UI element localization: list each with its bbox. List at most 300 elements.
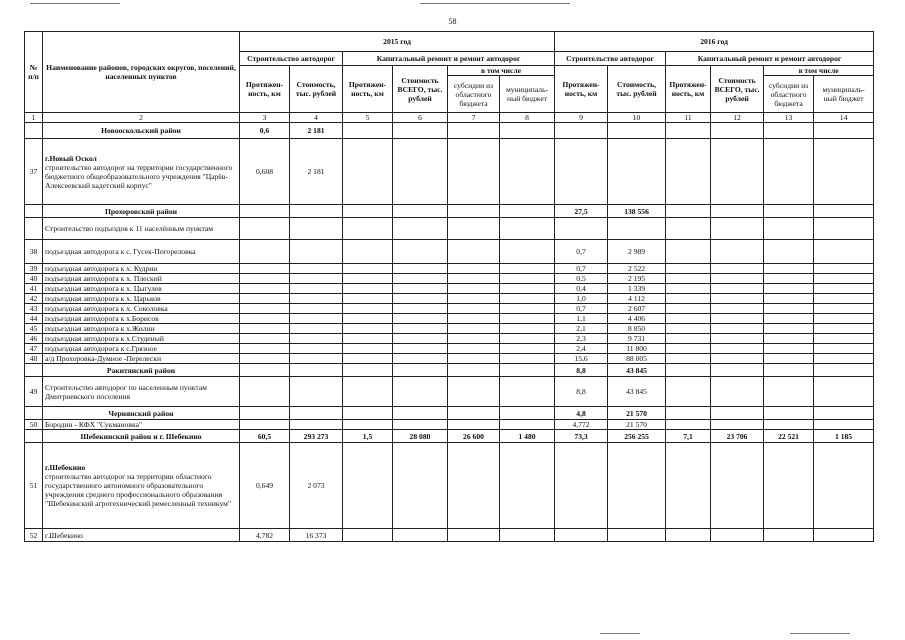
value-cell: [448, 314, 500, 324]
value-cell: [814, 304, 874, 314]
row-name-text: подъездная автодорога к х. Соколовка: [45, 304, 168, 313]
value-cell: [343, 294, 393, 304]
value-cell: [814, 420, 874, 430]
value-cell: [666, 324, 711, 334]
value-cell: [764, 420, 814, 430]
row-name-text: строительство автодорог на территории государственного бюджетного общеобразовательного учреждения "Царёв-Алексеевский кадетский корпус": [45, 162, 233, 190]
value-cell: [814, 407, 874, 420]
value-cell: 60,5: [240, 430, 290, 443]
value-cell: 28 080: [393, 430, 448, 443]
value-cell: [814, 139, 874, 205]
value-cell: [711, 264, 764, 274]
value-cell: 21 570: [608, 407, 666, 420]
district-row: [25, 430, 874, 443]
value-cell: [711, 314, 764, 324]
table-row: [25, 324, 874, 334]
value-cell: [343, 123, 393, 139]
value-cell: 2 181: [290, 123, 343, 139]
cost-header: Стоимость, тыс. рублей: [290, 66, 343, 113]
column-number: 6: [393, 113, 448, 123]
row-name: [43, 304, 240, 314]
value-cell: [764, 274, 814, 284]
value-cell: [764, 205, 814, 218]
value-cell: [290, 314, 343, 324]
value-cell: [711, 218, 764, 240]
row-name-text: Прохоровский район: [104, 206, 178, 216]
value-cell: 43 845: [608, 364, 666, 377]
value-cell: [343, 334, 393, 344]
value-cell: [666, 205, 711, 218]
value-cell: [290, 205, 343, 218]
value-cell: [393, 529, 448, 542]
value-cell: 1,0: [555, 294, 608, 304]
value-cell: [290, 354, 343, 364]
value-cell: 8,8: [555, 377, 608, 407]
value-cell: 2,4: [555, 344, 608, 354]
value-cell: [343, 354, 393, 364]
value-cell: [343, 377, 393, 407]
value-cell: [240, 274, 290, 284]
col-name-header: Наименование районов, городских округов, поселений, населенных пунктов: [43, 32, 240, 113]
value-cell: [608, 443, 666, 529]
value-cell: [393, 123, 448, 139]
value-cell: [711, 354, 764, 364]
value-cell: 0,7: [555, 304, 608, 314]
value-cell: 0,608: [240, 139, 290, 205]
page-number: 58: [448, 17, 457, 26]
value-cell: [343, 420, 393, 430]
value-cell: [814, 354, 874, 364]
value-cell: [500, 240, 555, 264]
row-number: [25, 123, 43, 139]
value-cell: [764, 407, 814, 420]
row-name-text: подъездная автодорога к х. Царьков: [45, 294, 161, 303]
value-cell: [500, 377, 555, 407]
construction-2015-header: Строительство автодорог: [240, 52, 343, 66]
row-number: [25, 205, 43, 218]
value-cell: 0,5: [555, 274, 608, 284]
value-cell: [764, 324, 814, 334]
value-cell: [666, 274, 711, 284]
value-cell: [608, 218, 666, 240]
value-cell: [500, 314, 555, 324]
value-cell: [448, 354, 500, 364]
value-cell: [343, 344, 393, 354]
row-name: [43, 314, 240, 324]
value-cell: [240, 420, 290, 430]
row-number: 46: [25, 334, 43, 344]
value-cell: [393, 377, 448, 407]
value-cell: 256 255: [608, 430, 666, 443]
value-cell: [448, 218, 500, 240]
value-cell: [240, 304, 290, 314]
value-cell: [711, 304, 764, 314]
row-name-text: Ракитянский район: [106, 365, 176, 375]
value-cell: 11 800: [608, 344, 666, 354]
row-number: 40: [25, 274, 43, 284]
value-cell: [764, 123, 814, 139]
value-cell: [711, 334, 764, 344]
table-row: [25, 420, 874, 430]
value-cell: [290, 264, 343, 274]
row-name: [43, 240, 240, 264]
value-cell: [500, 443, 555, 529]
value-cell: 2 607: [608, 304, 666, 314]
value-cell: [711, 139, 764, 205]
value-cell: [448, 284, 500, 294]
value-cell: [448, 294, 500, 304]
row-name: [43, 364, 240, 377]
table-row: [25, 218, 874, 240]
row-name-text: подъездная автодорога к х.Студеный: [45, 334, 164, 343]
value-cell: [666, 420, 711, 430]
value-cell: 4,8: [555, 407, 608, 420]
value-cell: [814, 443, 874, 529]
row-name-text: Строительство автодорог по населенным пунктам Дмитриевского поселения: [45, 382, 207, 401]
length-header: Протяжен-ность, км: [343, 66, 393, 113]
value-cell: 0,7: [555, 264, 608, 274]
value-cell: [711, 123, 764, 139]
value-cell: [393, 294, 448, 304]
value-cell: [711, 240, 764, 264]
value-cell: 2 522: [608, 264, 666, 274]
value-cell: [343, 205, 393, 218]
cost-header: Стоимость, тыс. рублей: [608, 66, 666, 113]
value-cell: [343, 443, 393, 529]
value-cell: 2 073: [290, 443, 343, 529]
value-cell: [555, 139, 608, 205]
value-cell: [393, 314, 448, 324]
row-name: [43, 354, 240, 364]
value-cell: [448, 123, 500, 139]
value-cell: [555, 218, 608, 240]
value-cell: [711, 284, 764, 294]
value-cell: [764, 284, 814, 294]
value-cell: [500, 407, 555, 420]
row-name-title: г.Шебекино: [45, 463, 86, 472]
value-cell: [448, 420, 500, 430]
value-cell: [814, 364, 874, 377]
row-number: 45: [25, 324, 43, 334]
subsidy-header: субсидии из областного бюджета: [448, 76, 500, 113]
value-cell: [448, 443, 500, 529]
district-row: [25, 364, 874, 377]
table-body: [25, 123, 874, 542]
budget-table-wrap: [24, 31, 874, 542]
value-cell: [343, 529, 393, 542]
column-number: 11: [666, 113, 711, 123]
value-cell: [764, 344, 814, 354]
column-numbers-row: [25, 113, 874, 123]
value-cell: 43 845: [608, 377, 666, 407]
value-cell: [240, 284, 290, 294]
table-row: [25, 284, 874, 294]
value-cell: [500, 205, 555, 218]
value-cell: [764, 377, 814, 407]
table-row: [25, 294, 874, 304]
row-name: [43, 205, 240, 218]
budget-table: [24, 31, 874, 542]
value-cell: 2 181: [290, 139, 343, 205]
column-number: 7: [448, 113, 500, 123]
value-cell: 16 373: [290, 529, 343, 542]
value-cell: [764, 139, 814, 205]
value-cell: [814, 264, 874, 274]
value-cell: [814, 294, 874, 304]
row-number: 39: [25, 264, 43, 274]
row-name: [43, 264, 240, 274]
value-cell: [343, 284, 393, 294]
row-name-title: г.Новый Оскол: [45, 153, 97, 163]
column-number: 14: [814, 113, 874, 123]
value-cell: [393, 324, 448, 334]
value-cell: [448, 274, 500, 284]
value-cell: [343, 139, 393, 205]
value-cell: [393, 240, 448, 264]
column-number: 8: [500, 113, 555, 123]
value-cell: [448, 264, 500, 274]
row-name-text: подъездная автодорога к х.Борисов: [45, 314, 159, 323]
row-number: 37: [25, 139, 43, 205]
value-cell: [448, 407, 500, 420]
row-name: [43, 344, 240, 354]
value-cell: [343, 274, 393, 284]
value-cell: [500, 420, 555, 430]
value-cell: [343, 314, 393, 324]
row-number: [25, 364, 43, 377]
row-name: [43, 443, 240, 529]
value-cell: [290, 218, 343, 240]
row-name-text: Шебекинский район и г. Шебекино: [80, 431, 202, 441]
row-name: [43, 324, 240, 334]
row-name-text: подъездная автодорога к с.Грязное: [45, 344, 158, 353]
district-row: [25, 123, 874, 139]
value-cell: 21 570: [608, 420, 666, 430]
value-cell: [393, 354, 448, 364]
subsidy-header: субсидии из областного бюджета: [764, 76, 814, 113]
row-number: 48: [25, 354, 43, 364]
value-cell: [343, 364, 393, 377]
value-cell: [290, 334, 343, 344]
value-cell: [448, 529, 500, 542]
column-number: 4: [290, 113, 343, 123]
row-name: [43, 407, 240, 420]
row-name: [43, 334, 240, 344]
row-name: [43, 430, 240, 443]
value-cell: [500, 264, 555, 274]
row-number: 41: [25, 284, 43, 294]
row-name: [43, 284, 240, 294]
value-cell: [764, 218, 814, 240]
value-cell: [764, 364, 814, 377]
value-cell: [666, 218, 711, 240]
value-cell: [666, 529, 711, 542]
value-cell: [666, 314, 711, 324]
value-cell: [666, 354, 711, 364]
value-cell: [711, 529, 764, 542]
column-number: 2: [43, 113, 240, 123]
value-cell: [240, 334, 290, 344]
table-row: [25, 264, 874, 274]
row-name-text: Строительство подъездов к 11 населённым пунктам: [45, 224, 214, 233]
value-cell: [343, 304, 393, 314]
row-number: 43: [25, 304, 43, 314]
value-cell: 2 989: [608, 240, 666, 264]
value-cell: 138 556: [608, 205, 666, 218]
value-cell: [500, 304, 555, 314]
value-cell: [666, 123, 711, 139]
value-cell: [814, 123, 874, 139]
column-number: 5: [343, 113, 393, 123]
value-cell: [814, 344, 874, 354]
value-cell: [608, 529, 666, 542]
row-number: 38: [25, 240, 43, 264]
value-cell: [711, 407, 764, 420]
value-cell: [393, 334, 448, 344]
value-cell: [666, 377, 711, 407]
value-cell: [814, 274, 874, 284]
value-cell: [500, 139, 555, 205]
value-cell: [290, 294, 343, 304]
value-cell: [500, 344, 555, 354]
value-cell: [666, 407, 711, 420]
column-number: 1: [25, 113, 43, 123]
value-cell: [500, 529, 555, 542]
value-cell: [290, 364, 343, 377]
value-cell: [666, 264, 711, 274]
value-cell: 73,3: [555, 430, 608, 443]
value-cell: [290, 377, 343, 407]
year-2015-header: 2015 год: [240, 32, 555, 52]
value-cell: [448, 364, 500, 377]
in-total-header: в том числе: [448, 66, 555, 76]
row-name: [43, 294, 240, 304]
value-cell: 7,1: [666, 430, 711, 443]
value-cell: [343, 264, 393, 274]
value-cell: [814, 284, 874, 294]
row-name-text: Бородин - КФХ "Сукмановка": [45, 420, 143, 429]
value-cell: 26 600: [448, 430, 500, 443]
row-number: 52: [25, 529, 43, 542]
row-name: [43, 420, 240, 430]
value-cell: [343, 240, 393, 264]
value-cell: 293 273: [290, 430, 343, 443]
row-number: 47: [25, 344, 43, 354]
value-cell: [240, 344, 290, 354]
value-cell: [240, 294, 290, 304]
value-cell: [343, 324, 393, 334]
value-cell: [240, 407, 290, 420]
value-cell: 0,6: [240, 123, 290, 139]
value-cell: [393, 420, 448, 430]
value-cell: [500, 364, 555, 377]
value-cell: [240, 205, 290, 218]
value-cell: [764, 304, 814, 314]
value-cell: [666, 344, 711, 354]
value-cell: [814, 240, 874, 264]
value-cell: [814, 334, 874, 344]
value-cell: 0,649: [240, 443, 290, 529]
value-cell: [500, 354, 555, 364]
value-cell: [290, 324, 343, 334]
row-name: [43, 139, 240, 205]
length-header: Протяжен-ность, км: [240, 66, 290, 113]
municipal-header: муниципаль-ный бюджет: [814, 76, 874, 113]
value-cell: [240, 264, 290, 274]
table-row: [25, 529, 874, 542]
value-cell: [666, 139, 711, 205]
cost-total-header: Стоимость ВСЕГО, тыс. рублей: [711, 66, 764, 113]
value-cell: [666, 284, 711, 294]
value-cell: [764, 314, 814, 324]
value-cell: [711, 364, 764, 377]
value-cell: 1,5: [343, 430, 393, 443]
value-cell: [500, 274, 555, 284]
value-cell: [814, 377, 874, 407]
table-row: [25, 240, 874, 264]
value-cell: 1,1: [555, 314, 608, 324]
value-cell: [240, 324, 290, 334]
value-cell: [711, 205, 764, 218]
repair-2016-header: Капитальный ремонт и ремонт автодорог: [666, 52, 874, 66]
value-cell: [393, 364, 448, 377]
table-row: [25, 334, 874, 344]
value-cell: [711, 324, 764, 334]
table-row: [25, 443, 874, 529]
column-number: 12: [711, 113, 764, 123]
value-cell: [290, 240, 343, 264]
value-cell: [764, 240, 814, 264]
value-cell: [240, 377, 290, 407]
value-cell: [290, 420, 343, 430]
value-cell: [814, 205, 874, 218]
value-cell: [290, 284, 343, 294]
value-cell: 0,7: [555, 240, 608, 264]
value-cell: [666, 334, 711, 344]
row-name-text: а/д Прохоровка-Думное -Перелески: [45, 354, 162, 363]
value-cell: 2 195: [608, 274, 666, 284]
table-row: [25, 139, 874, 205]
row-name-text: Новооскольский район: [101, 126, 181, 135]
row-name: [43, 377, 240, 407]
row-name-text: Чернянский район: [108, 408, 174, 418]
value-cell: [814, 324, 874, 334]
value-cell: [814, 529, 874, 542]
value-cell: [814, 218, 874, 240]
construction-2016-header: Строительство автодорог: [555, 52, 666, 66]
value-cell: 27,5: [555, 205, 608, 218]
value-cell: [393, 205, 448, 218]
row-name: [43, 529, 240, 542]
value-cell: 4,782: [240, 529, 290, 542]
row-name-text: г.Шебекино: [45, 530, 83, 540]
district-row: [25, 205, 874, 218]
row-name-text: подъездная автодорога к х.Жилин: [45, 324, 155, 333]
value-cell: 15,6: [555, 354, 608, 364]
year-2016-header: 2016 год: [555, 32, 874, 52]
length-header: Протяжен-ность, км: [555, 66, 608, 113]
value-cell: [448, 240, 500, 264]
value-cell: [448, 377, 500, 407]
value-cell: [500, 284, 555, 294]
value-cell: [555, 529, 608, 542]
row-number: [25, 430, 43, 443]
value-cell: 2,3: [555, 334, 608, 344]
column-number: 9: [555, 113, 608, 123]
value-cell: [764, 264, 814, 274]
table-row: [25, 377, 874, 407]
row-name: [43, 274, 240, 284]
